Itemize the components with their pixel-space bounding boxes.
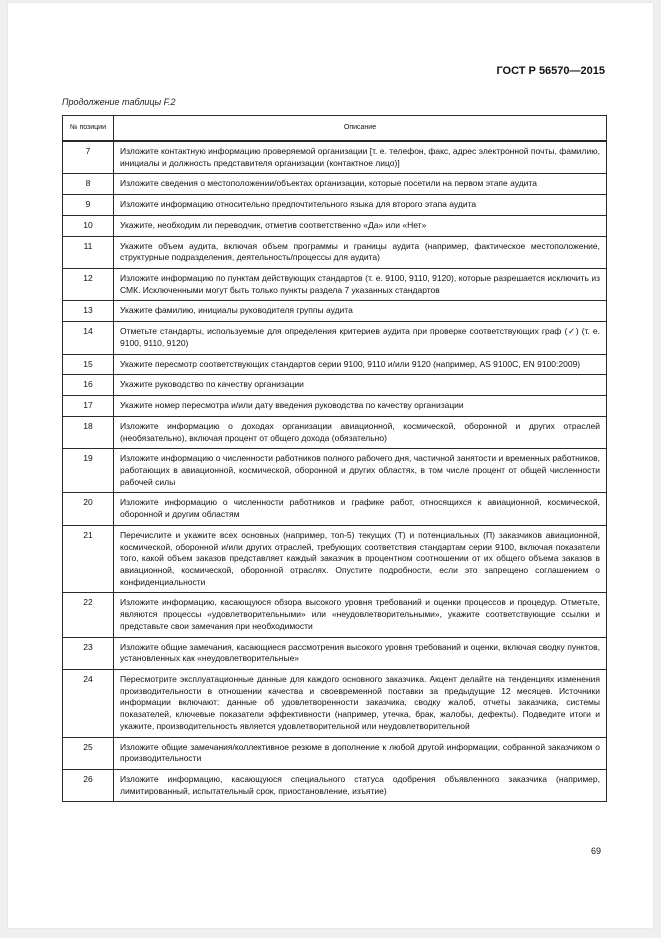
table-row — [63, 493, 607, 525]
row-number: 22 — [63, 593, 114, 637]
table-header-row — [63, 116, 607, 142]
row-description: Изложите информацию относительно предпочтительного языка для второго этапа аудита — [114, 195, 607, 216]
row-number: 10 — [63, 215, 114, 236]
row-description: Изложите информацию, касающуюся специального статуса одобрения объявленного заказчика (например, лимитированный, испытательный срок, приостановление, изъятие) — [114, 770, 607, 802]
table-row — [63, 141, 607, 174]
table-row — [63, 215, 607, 236]
row-number: 12 — [63, 269, 114, 301]
row-description: Укажите руководство по качеству организации — [114, 375, 607, 396]
column-header-description: Описание — [114, 116, 607, 142]
table-row — [63, 416, 607, 448]
row-description: Укажите фамилию, инициалы руководителя группы аудита — [114, 301, 607, 322]
row-description: Изложите информацию по пунктам действующих стандартов (т. е. 9100, 9110, 9120), которые разрешается исключить из СМК. Исключенными могут быть только пункты раздела 7 указанных стандартов — [114, 269, 607, 301]
row-number: 20 — [63, 493, 114, 525]
row-description: Изложите информацию о численности работников и графике работ, относящихся к авиационной, космической, оборонной и другим областям — [114, 493, 607, 525]
table-row — [63, 354, 607, 375]
table-row — [63, 396, 607, 417]
table-row — [63, 301, 607, 322]
table-row — [63, 174, 607, 195]
table-row — [63, 593, 607, 637]
row-description: Изложите информацию о доходах организации авиационной, космической, оборонной и других отраслей (необязательно), включая процент от общего дохода (обязательно) — [114, 416, 607, 448]
table-row — [63, 449, 607, 493]
row-number: 25 — [63, 737, 114, 769]
table-row — [63, 269, 607, 301]
table-body — [63, 141, 607, 802]
requirements-table — [62, 115, 607, 802]
row-description: Изложите сведения о местоположении/объектах организации, которые посетили на первом этапе аудита — [114, 174, 607, 195]
row-description: Пересмотрите эксплуатационные данные для каждого основного заказчика. Акцент делайте на тенденциях изменения производительности в отношении качества и своевременной поставки за предыдущие 12 месяцев. Источники информации включают: данные об удовлетворенности заказчика, сводку жалоб, отчеты заказчика, системы показателей, ключевые показатели эффективности (например, утечка, брак, жалобы, дефекты). Подведите итоги и укажите, производительность является удовлетворительной или неудовлетворительной — [114, 670, 607, 738]
row-number: 8 — [63, 174, 114, 195]
row-description: Перечислите и укажите всех основных (например, топ-5) текущих (Т) и потенциальных (П) заказчиков авиационной, космической, оборонной и/или других отраслей, требующих соответствия стандартам серии 9100, включая показатели того, какой объем заказов представляет каждый заказчик в процентном соотношении от их общего объема заказов в авиационной, космической, оборонной отраслях. Опустите подробности, если это запрещено соглашением о конфиденциальности — [114, 525, 607, 593]
row-description: Отметьте стандарты, используемые для определения критериев аудита при проверке соответствующих граф (✓) (т. е. 9100, 9110, 9120) — [114, 322, 607, 354]
row-description: Изложите общие замечания, касающиеся рассмотрения высокого уровня требований и оценки, включая сводку пунктов, установленных как «неудовлетворительные» — [114, 637, 607, 669]
row-description: Укажите пересмотр соответствующих стандартов серии 9100, 9110 и/или 9120 (например, AS 9100C, EN 9100:2009) — [114, 354, 607, 375]
row-description: Изложите информацию, касающуюся обзора высокого уровня требований и оценки процессов и процедур. Отметьте, являются процессы «удовлетворительными» или «неудовлетворительными», укажите соответствующие ссылки и представьте свои замечания при необходимости — [114, 593, 607, 637]
row-description: Изложите информацию о численности работников полного рабочего дня, частичной занятости и временных работников, работающих в авиационной, космической, оборонной и других областях, в том числе процент от общей численности рабочей силы — [114, 449, 607, 493]
row-description: Укажите номер пересмотра и/или дату введения руководства по качеству организации — [114, 396, 607, 417]
row-number: 17 — [63, 396, 114, 417]
row-number: 21 — [63, 525, 114, 593]
row-number: 9 — [63, 195, 114, 216]
row-number: 26 — [63, 770, 114, 802]
table-row — [63, 670, 607, 738]
table-row — [63, 322, 607, 354]
row-number: 11 — [63, 236, 114, 268]
document-page — [8, 3, 653, 928]
row-description: Изложите общие замечания/коллективное резюме в дополнение к любой другой информации, собранной заказчиком о производительности — [114, 737, 607, 769]
row-number: 18 — [63, 416, 114, 448]
page-number: 69 — [590, 846, 601, 856]
row-description: Укажите объем аудита, включая объем программы и границы аудита (например, фактическое местоположение, структурные подразделения, деятельность/процессы для аудита) — [114, 236, 607, 268]
table-row — [63, 375, 607, 396]
table-caption: Продолжение таблицы F.2 — [62, 97, 176, 107]
row-number: 19 — [63, 449, 114, 493]
row-description: Укажите, необходим ли переводчик, отметив соответственно «Да» или «Нет» — [114, 215, 607, 236]
table-row — [63, 525, 607, 593]
column-header-number: № позиции — [63, 116, 114, 142]
table-row — [63, 737, 607, 769]
table-row — [63, 770, 607, 802]
row-number: 15 — [63, 354, 114, 375]
row-number: 13 — [63, 301, 114, 322]
table-row — [63, 195, 607, 216]
table-row — [63, 637, 607, 669]
row-number: 14 — [63, 322, 114, 354]
row-number: 23 — [63, 637, 114, 669]
document-standard-id: ГОСТ Р 56570—2015 — [496, 65, 605, 77]
row-description: Изложите контактную информацию проверяемой организации [т. е. телефон, факс, адрес электронной почты, фамилию, инициалы и должность представителя организации (контактное лицо)] — [114, 141, 607, 174]
row-number: 7 — [63, 141, 114, 174]
table-row — [63, 236, 607, 268]
row-number: 16 — [63, 375, 114, 396]
row-number: 24 — [63, 670, 114, 738]
